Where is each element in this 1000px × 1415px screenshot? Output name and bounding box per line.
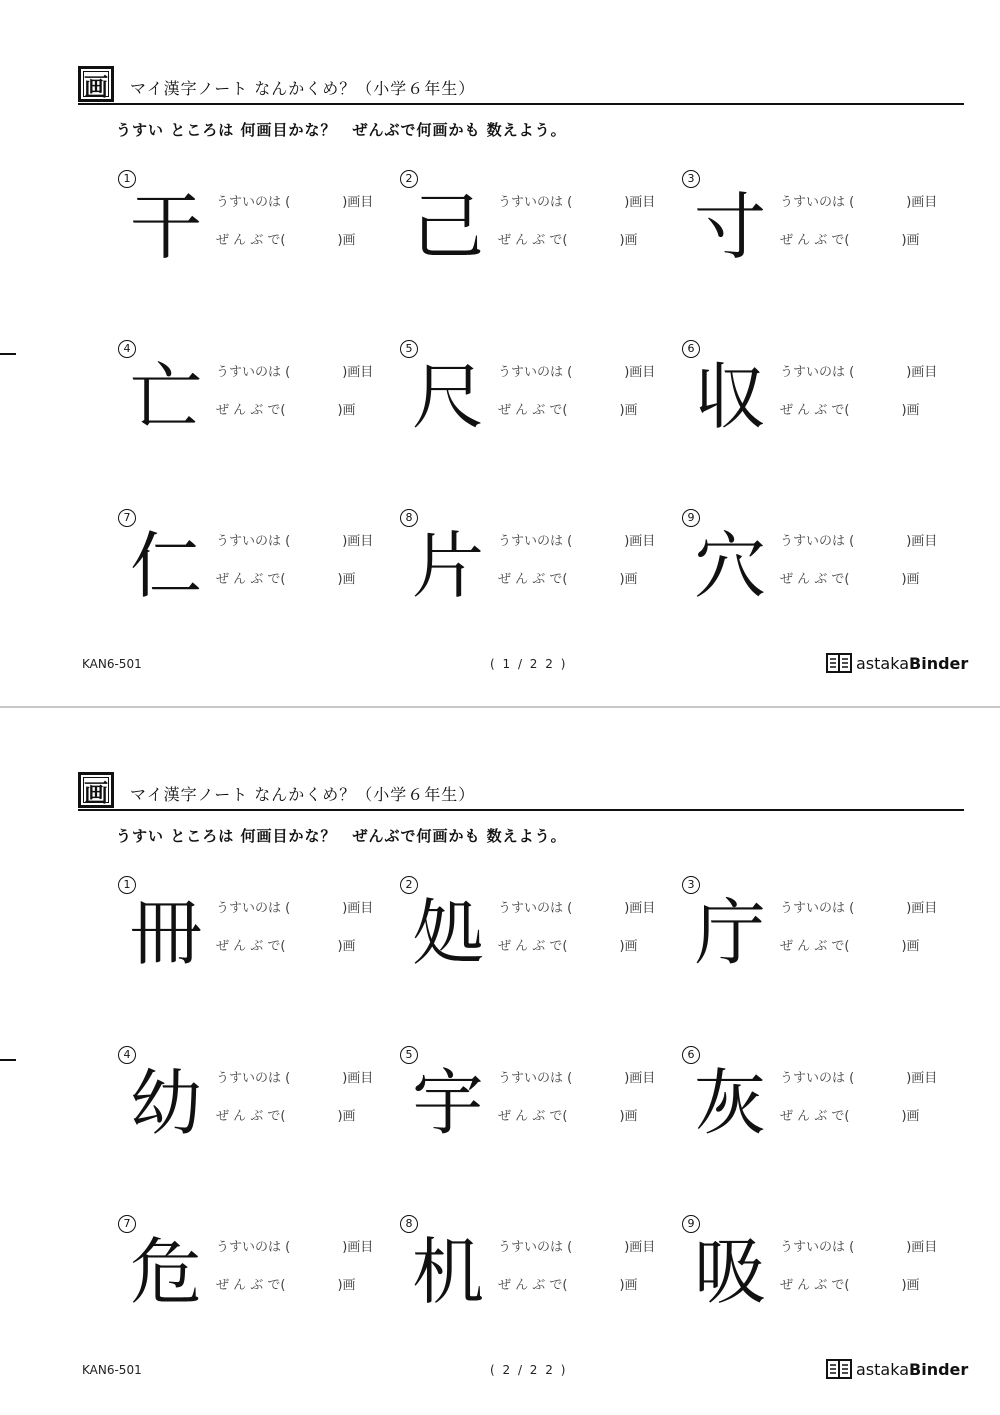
stroke-order-suffix: )画目: [906, 195, 938, 210]
total-strokes-answer-line: [216, 568, 356, 587]
kanji-question: [118, 509, 388, 619]
kanji-question: [400, 509, 670, 619]
kanji-character: 己: [411, 185, 484, 269]
kanji-character: 冊: [129, 891, 202, 975]
stroke-order-suffix: )画目: [624, 365, 656, 380]
stroke-order-suffix: )画目: [342, 1071, 374, 1086]
stroke-order-suffix: )画目: [342, 365, 374, 380]
faint-stroke-answer-line: [216, 897, 373, 916]
faint-stroke-prompt: うすいのは (: [780, 1071, 855, 1086]
total-strokes-answer-line: [780, 1274, 920, 1293]
question-number: 9: [682, 1215, 700, 1233]
brand-name-bold: Binder: [909, 653, 969, 673]
faint-stroke-answer-line: [780, 897, 937, 916]
kanji-question: [118, 876, 388, 986]
total-strokes-answer-line: [780, 568, 920, 587]
stroke-order-suffix: )画目: [906, 1240, 938, 1255]
page-title: マイ漢字ノート なんかくめ？（小学６年生）: [130, 785, 476, 804]
question-number: 1: [118, 170, 136, 188]
stroke-count-suffix: )画: [901, 233, 920, 248]
kanji-character: 尺: [411, 355, 484, 439]
brand-name-light: astaka: [856, 653, 910, 673]
stroke-count-suffix: )画: [337, 939, 356, 954]
kanji-character: 危: [129, 1230, 202, 1314]
stroke-order-suffix: )画目: [342, 534, 374, 549]
faint-stroke-answer-line: [780, 530, 937, 549]
kanji-character: 庁: [693, 891, 766, 975]
faint-stroke-answer-line: [498, 1236, 655, 1255]
total-strokes-answer-line: [780, 1105, 920, 1124]
kanji-character: 灰: [693, 1061, 766, 1145]
total-strokes-answer-line: [498, 229, 638, 248]
total-strokes-prompt: ぜ ん ぶ で(: [216, 1109, 286, 1124]
margin-tick-mark: [0, 353, 16, 355]
page-title: マイ漢字ノート なんかくめ？（小学６年生）: [130, 79, 476, 98]
brand-name: [856, 654, 968, 673]
total-strokes-answer-line: [498, 935, 638, 954]
instruction-text: うすい ところは 何画目かな？ ぜんぶで何画かも 数えよう。: [116, 827, 567, 845]
kanji-character: 処: [411, 891, 484, 975]
kanji-question: [118, 170, 388, 280]
stroke-count-suffix: )画: [901, 1278, 920, 1293]
brand-name: [856, 1360, 968, 1379]
stroke-order-suffix: )画目: [342, 195, 374, 210]
total-strokes-answer-line: [498, 399, 638, 418]
question-number: 2: [400, 876, 418, 894]
faint-stroke-prompt: うすいのは (: [780, 195, 855, 210]
stroke-count-suffix: )画: [337, 1109, 356, 1124]
total-strokes-prompt: ぜ ん ぶ で(: [780, 1278, 850, 1293]
kanji-question: [400, 1215, 670, 1325]
stroke-order-suffix: )画目: [624, 195, 656, 210]
stroke-order-suffix: )画目: [624, 1240, 656, 1255]
stroke-count-suffix: )画: [619, 572, 638, 587]
kanji-character: 亡: [129, 355, 202, 439]
question-number: 2: [400, 170, 418, 188]
faint-stroke-prompt: うすいのは (: [498, 195, 573, 210]
total-strokes-prompt: ぜ ん ぶ で(: [498, 403, 568, 418]
question-number: 6: [682, 340, 700, 358]
total-strokes-prompt: ぜ ん ぶ で(: [216, 233, 286, 248]
total-strokes-prompt: ぜ ん ぶ で(: [216, 403, 286, 418]
total-strokes-answer-line: [216, 1274, 356, 1293]
faint-stroke-prompt: うすいのは (: [498, 1240, 573, 1255]
faint-stroke-prompt: うすいのは (: [216, 534, 291, 549]
question-number: 7: [118, 509, 136, 527]
stroke-count-suffix: )画: [337, 572, 356, 587]
stroke-count-suffix: )画: [337, 1278, 356, 1293]
stroke-order-suffix: )画目: [906, 365, 938, 380]
total-strokes-prompt: ぜ ん ぶ で(: [216, 572, 286, 587]
faint-stroke-answer-line: [780, 1067, 937, 1086]
question-number: 6: [682, 1046, 700, 1064]
total-strokes-prompt: ぜ ん ぶ で(: [780, 403, 850, 418]
stroke-count-suffix: )画: [901, 403, 920, 418]
kanji-question: [682, 1215, 952, 1325]
question-number: 4: [118, 340, 136, 358]
total-strokes-answer-line: [216, 229, 356, 248]
page-number: ( 1 / 2 2 ): [490, 657, 568, 671]
total-strokes-answer-line: [498, 1274, 638, 1293]
question-number: 5: [400, 1046, 418, 1064]
kanji-character: 机: [411, 1230, 484, 1314]
question-number: 5: [400, 340, 418, 358]
header-rule: [78, 809, 964, 811]
faint-stroke-answer-line: [780, 361, 937, 380]
faint-stroke-answer-line: [498, 897, 655, 916]
question-number: 4: [118, 1046, 136, 1064]
stroke-count-suffix: )画: [619, 403, 638, 418]
kanji-character: 寸: [693, 185, 766, 269]
faint-stroke-answer-line: [216, 1067, 373, 1086]
faint-stroke-prompt: うすいのは (: [216, 901, 291, 916]
stroke-order-suffix: )画目: [624, 534, 656, 549]
question-number: 9: [682, 509, 700, 527]
header-rule: [78, 103, 964, 105]
stroke-count-suffix: )画: [901, 939, 920, 954]
stroke-order-suffix: )画目: [906, 534, 938, 549]
kanji-question: [400, 876, 670, 986]
total-strokes-answer-line: [780, 229, 920, 248]
faint-stroke-answer-line: [498, 361, 655, 380]
faint-stroke-answer-line: [780, 191, 937, 210]
margin-tick-mark: [0, 1059, 16, 1061]
faint-stroke-answer-line: [216, 530, 373, 549]
faint-stroke-prompt: うすいのは (: [498, 534, 573, 549]
stroke-order-suffix: )画目: [624, 1071, 656, 1086]
kanji-character: 穴: [693, 524, 766, 608]
worksheet-page-2: [0, 706, 1000, 1412]
question-number: 8: [400, 1215, 418, 1233]
stroke-count-suffix: )画: [901, 1109, 920, 1124]
stroke-order-suffix: )画目: [906, 1071, 938, 1086]
kanji-character: 宇: [411, 1061, 484, 1145]
header-kanji-icon: 画: [78, 66, 114, 102]
document-code: KAN6-501: [82, 1363, 142, 1377]
kanji-question: [118, 1046, 388, 1156]
stroke-order-suffix: )画目: [624, 901, 656, 916]
faint-stroke-prompt: うすいのは (: [780, 901, 855, 916]
total-strokes-answer-line: [216, 1105, 356, 1124]
instruction-text: うすい ところは 何画目かな？ ぜんぶで何画かも 数えよう。: [116, 121, 567, 139]
kanji-character: 仁: [129, 524, 202, 608]
kanji-character: 吸: [693, 1230, 766, 1314]
total-strokes-answer-line: [216, 399, 356, 418]
stroke-count-suffix: )画: [337, 233, 356, 248]
total-strokes-answer-line: [780, 935, 920, 954]
page-number: ( 2 / 2 2 ): [490, 1363, 568, 1377]
kanji-question: [400, 170, 670, 280]
stroke-count-suffix: )画: [901, 572, 920, 587]
kanji-question: [682, 509, 952, 619]
faint-stroke-answer-line: [216, 361, 373, 380]
header-kanji-icon: 画: [78, 772, 114, 808]
total-strokes-prompt: ぜ ん ぶ で(: [498, 1278, 568, 1293]
total-strokes-prompt: ぜ ん ぶ で(: [780, 233, 850, 248]
faint-stroke-prompt: うすいのは (: [780, 1240, 855, 1255]
stroke-count-suffix: )画: [619, 1278, 638, 1293]
kanji-question: [682, 1046, 952, 1156]
faint-stroke-prompt: うすいのは (: [216, 365, 291, 380]
total-strokes-prompt: ぜ ん ぶ で(: [498, 233, 568, 248]
question-number: 1: [118, 876, 136, 894]
kanji-question: [400, 340, 670, 450]
stroke-order-suffix: )画目: [342, 1240, 374, 1255]
brand-name-bold: Binder: [909, 1359, 969, 1379]
total-strokes-prompt: ぜ ん ぶ で(: [780, 1109, 850, 1124]
faint-stroke-prompt: うすいのは (: [498, 1071, 573, 1086]
total-strokes-prompt: ぜ ん ぶ で(: [780, 572, 850, 587]
faint-stroke-prompt: うすいのは (: [216, 1240, 291, 1255]
kanji-question: [118, 1215, 388, 1325]
question-number: 3: [682, 170, 700, 188]
kanji-question: [118, 340, 388, 450]
brand-name-light: astaka: [856, 1359, 910, 1379]
faint-stroke-prompt: うすいのは (: [498, 901, 573, 916]
kanji-question: [400, 1046, 670, 1156]
total-strokes-answer-line: [216, 935, 356, 954]
faint-stroke-answer-line: [498, 1067, 655, 1086]
stroke-count-suffix: )画: [619, 1109, 638, 1124]
open-book-icon: [826, 652, 852, 674]
faint-stroke-answer-line: [216, 1236, 373, 1255]
faint-stroke-prompt: うすいのは (: [780, 365, 855, 380]
total-strokes-prompt: ぜ ん ぶ で(: [216, 939, 286, 954]
stroke-count-suffix: )画: [619, 233, 638, 248]
kanji-character: 干: [129, 185, 202, 269]
stroke-order-suffix: )画目: [342, 901, 374, 916]
kanji-question: [682, 876, 952, 986]
faint-stroke-prompt: うすいのは (: [780, 534, 855, 549]
faint-stroke-prompt: うすいのは (: [216, 1071, 291, 1086]
faint-stroke-answer-line: [216, 191, 373, 210]
question-number: 8: [400, 509, 418, 527]
total-strokes-prompt: ぜ ん ぶ で(: [498, 572, 568, 587]
total-strokes-answer-line: [498, 568, 638, 587]
kanji-character: 片: [411, 524, 484, 608]
question-number: 7: [118, 1215, 136, 1233]
stroke-count-suffix: )画: [619, 939, 638, 954]
question-number: 3: [682, 876, 700, 894]
total-strokes-answer-line: [780, 399, 920, 418]
total-strokes-prompt: ぜ ん ぶ で(: [216, 1278, 286, 1293]
stroke-count-suffix: )画: [337, 403, 356, 418]
kanji-character: 収: [693, 355, 766, 439]
kanji-question: [682, 170, 952, 280]
faint-stroke-answer-line: [498, 191, 655, 210]
kanji-question: [682, 340, 952, 450]
open-book-icon: [826, 1358, 852, 1380]
total-strokes-prompt: ぜ ん ぶ で(: [498, 1109, 568, 1124]
faint-stroke-prompt: うすいのは (: [216, 195, 291, 210]
brand-logo: [826, 1358, 968, 1380]
total-strokes-answer-line: [498, 1105, 638, 1124]
document-code: KAN6-501: [82, 657, 142, 671]
worksheet-page-1: [0, 0, 1000, 706]
kanji-character: 幼: [129, 1061, 202, 1145]
faint-stroke-answer-line: [780, 1236, 937, 1255]
stroke-order-suffix: )画目: [906, 901, 938, 916]
faint-stroke-prompt: うすいのは (: [498, 365, 573, 380]
total-strokes-prompt: ぜ ん ぶ で(: [780, 939, 850, 954]
faint-stroke-answer-line: [498, 530, 655, 549]
brand-logo: [826, 652, 968, 674]
total-strokes-prompt: ぜ ん ぶ で(: [498, 939, 568, 954]
